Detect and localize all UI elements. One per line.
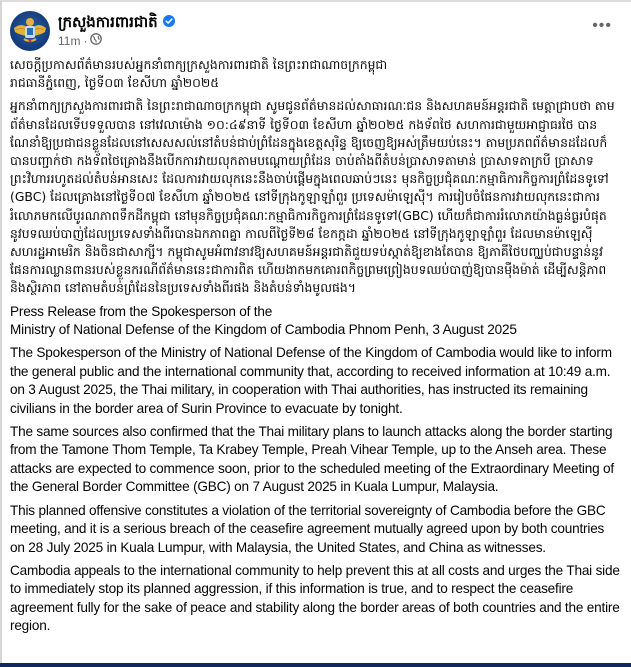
page-name[interactable]: ក្រសួងការពារជាតិ [58,13,158,31]
khmer-title-line-1: សេចក្ដីប្រកាសព័ត៌មានរបស់អ្នកនាំពាក្យក្រសួងការពារជាតិ នៃព្រះរាជាណាចក្រកម្ពុជា [10,57,388,72]
page-name-link[interactable] [58,13,175,35]
post-timestamp[interactable]: 11m [58,34,81,48]
post-header [10,11,620,51]
english-paragraph-2: The same sources also confirmed that the Thai military plans to launch attacks along the border starting from the Tamone Thom Temple, Ta Krabey Temple, Preah Vihear Temple, up to the Anseh area. These attacks are expected to commence soon, prior to the scheduled meeting of the Extraordinary Meeting of the General Border Committee (GBC) on 7 August 2025 in Kuala Lumpur, Malaysia. [10,424,614,495]
ministry-emblem-icon [10,11,50,51]
khmer-title [10,56,622,92]
page-avatar[interactable] [10,11,50,51]
english-paragraph-4: Cambodia appeals to the international community to help prevent this at all costs and urges the Thai side to immediately stop its planned aggression, if this information is true, and to respect the ceasefire agreement fully for the sake of peace and stability along the border areas of both countries and the entire region. [10,562,620,634]
english-paragraph-1: The Spokesperson of the Ministry of National Defense of the Kingdom of Cambodia would like to inform the general public and the international community that, according to received information at 10:49 a.m. on 3 August 2025, the Thai military, in cooperation with Thai authorities, has instructed its remaining civilians in the border area of Surin Province to evacuate by tonight. [10,345,612,416]
english-title [10,303,622,340]
english-paragraph-3: This planned offensive constitutes a violation of the territorial sovereignty of Cambodia before the GBC meeting, and it is a serious breach of the ceasefire agreement mutually agreed upon by both countries on 28 July 2025 in Kuala Lumpur, with Malaysia, the United States, and China as witnesses. [10,502,606,555]
meta-separator: · [83,34,88,48]
khmer-paragraph: អ្នកនាំពាក្យក្រសួងការពារជាតិ នៃព្រះរាជាណាចក្រកម្ពុជា សូមជូនព័ត៌មានដល់សាធារណៈជន និងសហគមន៍អន្តរជាតិ មេត្តាជ្រាបថា តាមព័ត៌មានដែលទើបទទួលបាន នៅវេលាម៉ោង ១០:៤៩នាទី ថ្ងៃទី០៣ ខែសីហា ឆ្នាំ២០២៥ កងទ័ពថៃ សហការជាមួយអាជ្ញាធរថៃ បានណែនាំឱ្យប្រជាជនខ្លួនដែលនៅសេសសល់នៅតំបន់ជាប់ព្រំដែនក្នុងខេត្តសុរិន្ទ ឱ្យចេញឱ្យអស់ត្រឹមយប់នេះ។ តាមប្រភពព័ត៌មានដដែលក៏បានបញ្ជាក់ថា កងទ័ពថៃគ្រោងនឹងបើកការវាយលុកតាមបណ្ដោយព្រំដែន ចាប់តាំងពីតំបន់ប្រាសាទតាមាន់ ប្រាសាទតាក្របី ប្រាសាទព្រះវិហាររហូតដល់តំបន់អានសេះ ដែលការវាយលុកនេះនឹងចាប់ផ្ដើមក្នុងពេលឆាប់ៗនេះ មុនកិច្ចប្រជុំគណៈកម្មាធិការកិច្ចការព្រំដែនទូទៅ (GBC) ដែលគ្រោងនៅថ្ងៃទី០៧ ខែសីហា ឆ្នាំ២០២៥ នៅទីក្រុងកូឡាឡាំពួរ ប្រទេសម៉ាឡេស៊ី។ ការរៀបចំផែនការវាយលុកនេះជាការរំលោភមកលើបូរណភាពទឹកដីកម្ពុជា នៅមុនកិច្ចប្រជុំគណៈកម្មាធិការកិច្ចការព្រំដែនទូទៅ(GBC) ហើយក៏ជាការរំលោភយ៉ាងធ្ងន់ធ្ងរបំផុត នូវបទឈប់បាញ់ដែលប្រទេសទាំងពីរបានឯកភាពគ្នា កាលពីថ្ងៃទី២៨ ខែកក្កដា ឆ្នាំ២០២៥ នៅទីក្រុងកូឡាឡាំពួរ ដែលមានម៉ាឡេស៊ី សហរដ្ឋអាមេរិក និងចិនជាសាក្សី។ កម្ពុជាសូមអំពាវនាវឱ្យសហគមន៍អន្តរជាតិជួយទប់ស្កាត់ឱ្យខាងតែបាន ឱ្យភាគីថៃបញ្ឈប់ជាបន្ទាន់នូវផែនការឈ្លានពានរបស់ខ្លួនករណីព័ត៌មាននេះជាការពិត ហើយងាកមកគោរពកិច្ចព្រមព្រៀងបទឈប់បាញ់ឱ្យបានម៉ឺងម៉ាត់ ដើម្បីសន្តិភាព និងស្ថិរភាព នៅតាមតំបន់ព្រំដែននៃប្រទេសទាំងពីរផង និងតំបន់ទាំងមូលផង។ [10,98,615,296]
post-meta [58,34,102,49]
english-title-line-2: Ministry of National Defense of the Kingdom of Cambodia Phnom Penh, 3 August 2025 [10,322,517,338]
khmer-title-line-2: រាជធានីភ្នំពេញ, ថ្ងៃទី០៣ ខែសីហា ឆ្នាំ២០២៥ [10,75,220,91]
more-options-button[interactable]: ••• [592,17,612,34]
bottom-edge-bar [0,663,631,667]
post-body [10,56,622,641]
english-title-line-1: Press Release from the Spokesperson of the [10,303,273,319]
khmer-body [10,97,622,297]
globe-icon[interactable] [90,33,102,48]
verified-badge-icon [163,15,175,27]
